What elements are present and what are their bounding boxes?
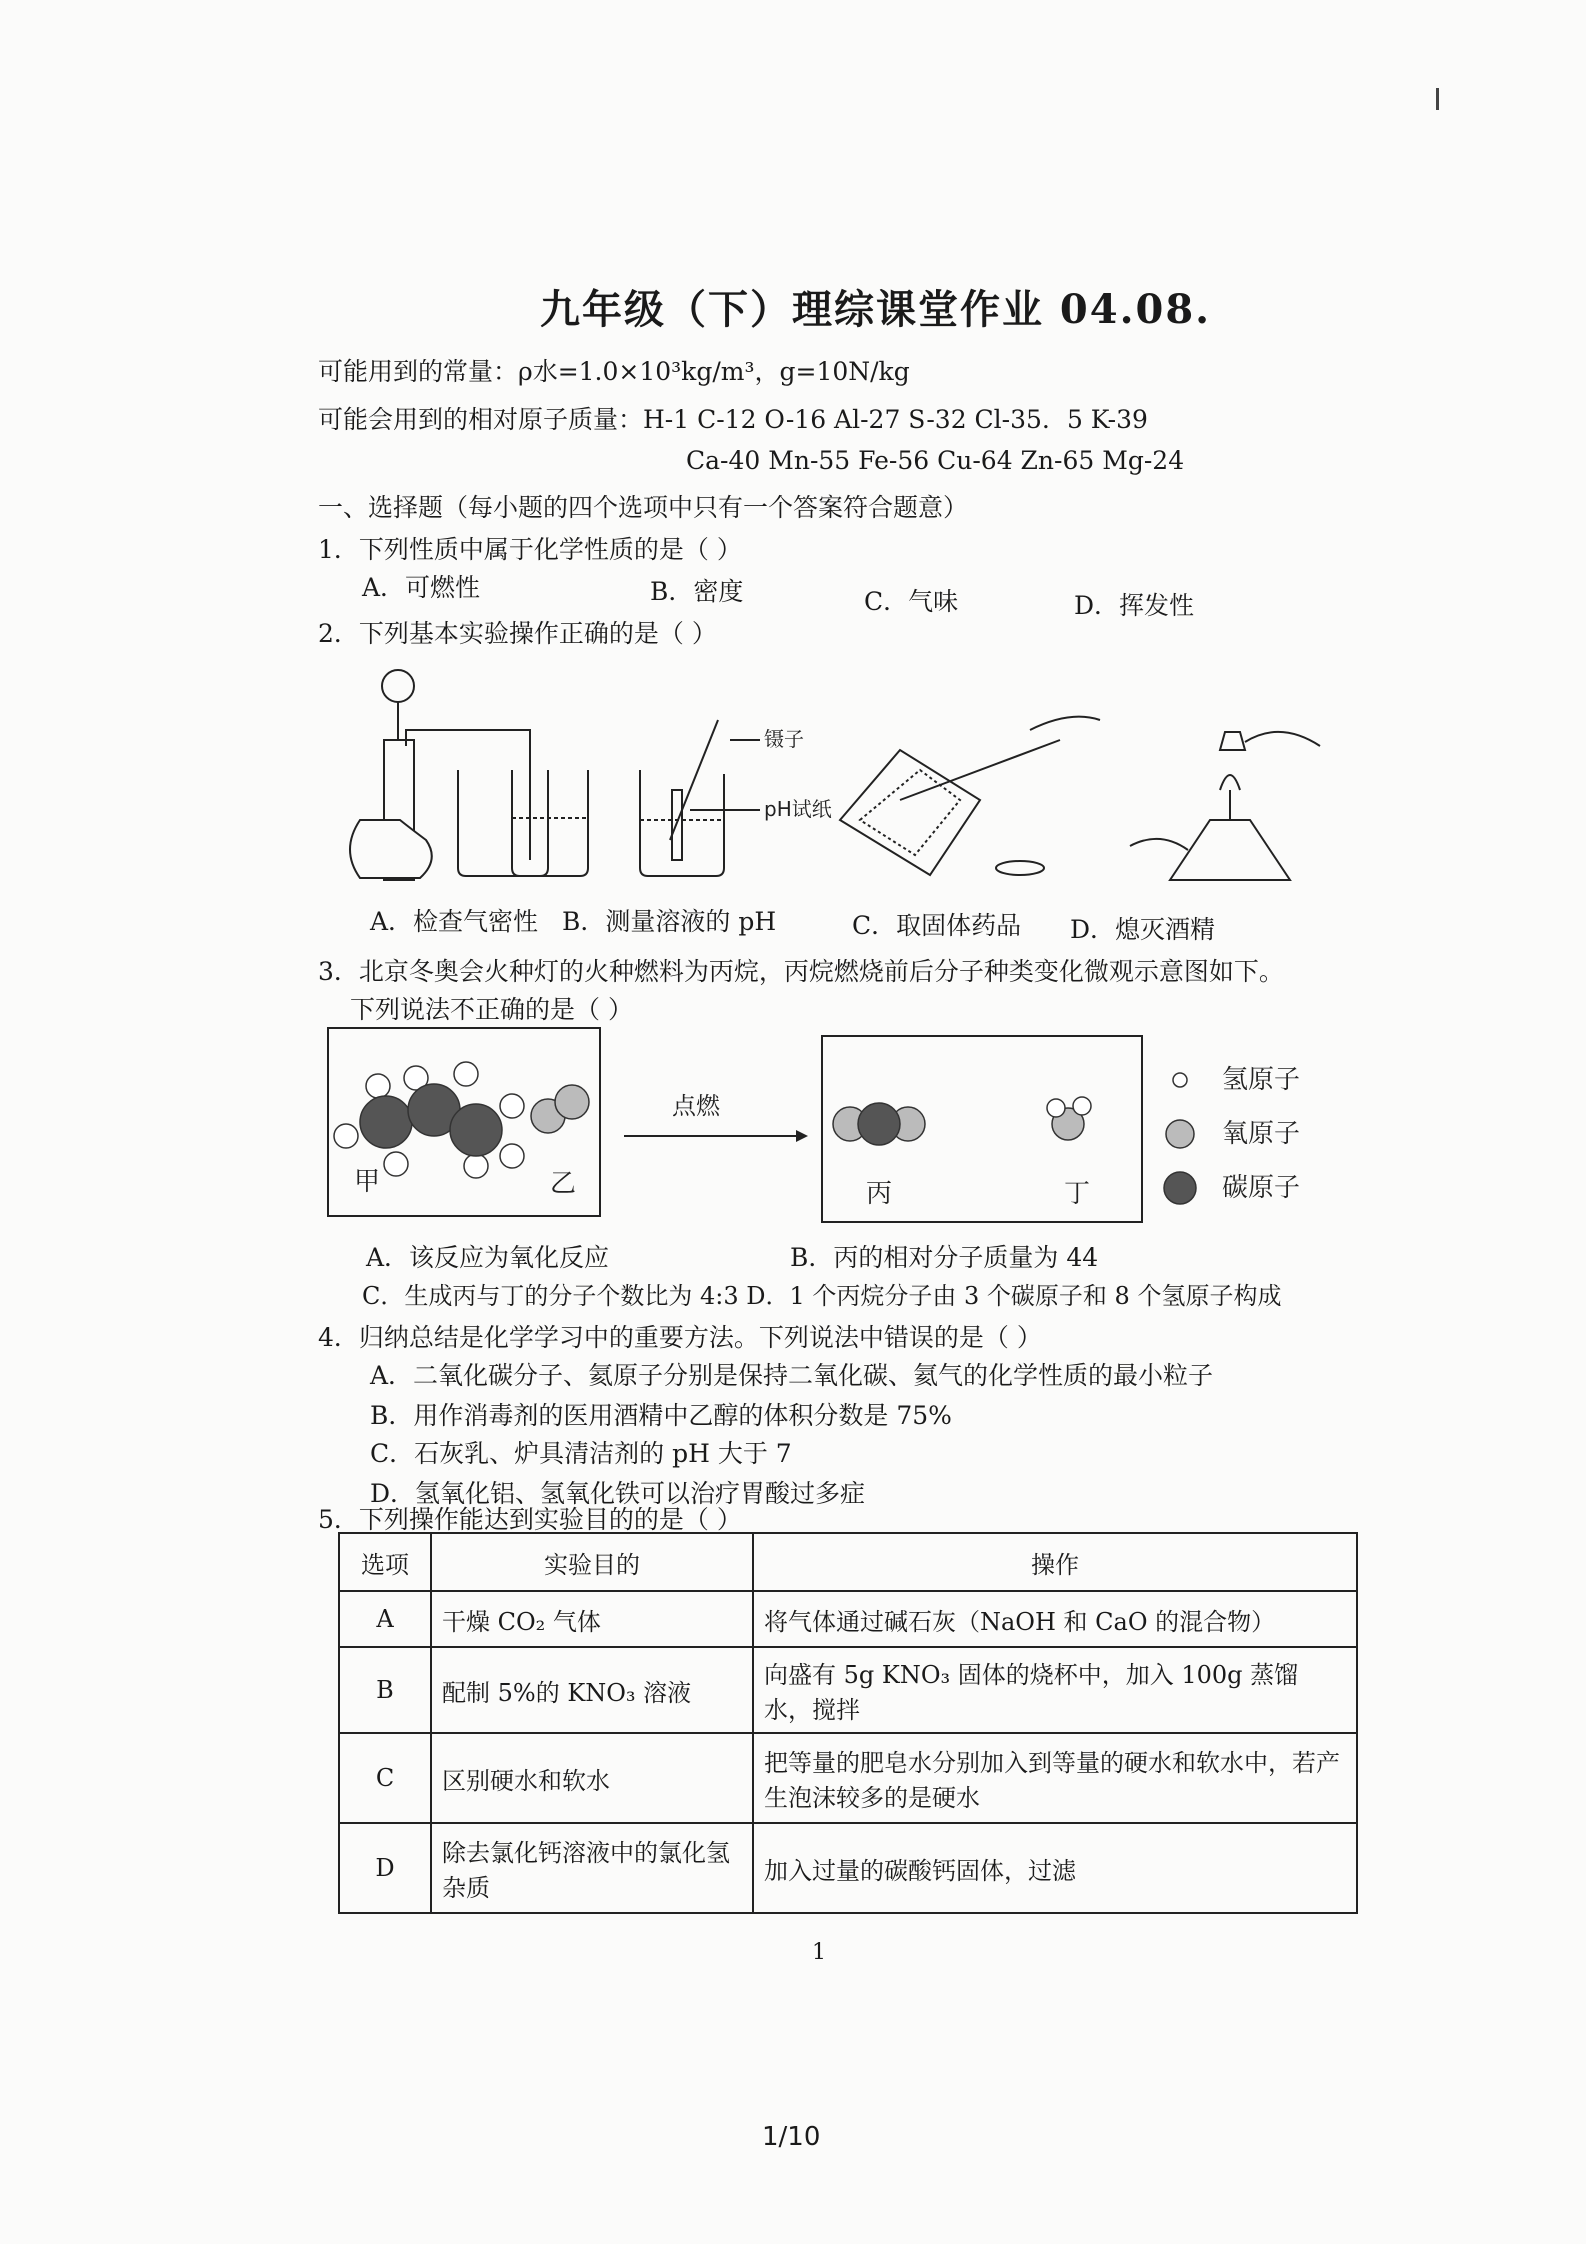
header-goal: 实验目的 [431,1533,753,1591]
q3-molecule-diagram [326,1026,1356,1246]
q2-option-b: B．测量溶液的 pH [562,907,777,936]
row-goal: 干燥 CO₂ 气体 [431,1591,753,1647]
header-option: 选项 [339,1533,431,1591]
q5-table [338,1532,1358,1914]
q2-option-a: A．检查气密性 [370,907,539,936]
apparatus-c-solid [840,717,1100,875]
apparatus-d-lamp [1130,732,1320,880]
label-ding: 丁 [1064,1179,1091,1209]
constants-line: 可能用到的常量：ρ水=1.0×10³kg/m³，g=10N/kg [318,357,910,386]
label-jia: 甲 [354,1167,381,1197]
legend-hydrogen-swatch [1173,1073,1187,1087]
q4-option-d: D．氢氧化铝、氢氧化铁可以治疗胃酸过多症 [370,1479,866,1508]
q1-option-a: A．可燃性 [362,573,481,602]
question-3-stem-2: 下列说法不正确的是（ ） [350,995,633,1024]
header-operation: 操作 [753,1533,1357,1591]
row-operation: 将气体通过碱石灰（NaOH 和 CaO 的混合物） [753,1591,1357,1647]
apparatus-a-airtightness [350,670,588,880]
question-2-stem: 2．下列基本实验操作正确的是（ ） [318,619,717,648]
row-goal: 配制 5%的 KNO₃ 溶液 [431,1647,753,1733]
label-yi: 乙 [550,1169,577,1199]
legend-carbon: 碳原子 [1222,1173,1301,1203]
row-option: B [339,1647,431,1733]
question-5-stem: 5．下列操作能达到实验目的的是（ ） [318,1505,742,1534]
atomic-masses-line-1: 可能会用到的相对原子质量：H-1 C-12 O-16 Al-27 S-32 Cl-35．5 K-39 [318,405,1148,434]
q2-option-d: D．熄灭酒精 [1070,915,1216,944]
q1-option-b: B．密度 [650,577,744,606]
legend-carbon-swatch [1164,1172,1196,1204]
q4-option-c: C．石灰乳、炉具清洁剂的 pH 大于 7 [370,1439,792,1468]
section-heading: 一、选择题（每小题的四个选项中只有一个答案符合题意） [318,493,969,522]
printed-page-number: 1 [812,1940,826,1965]
legend [1164,1073,1196,1204]
label-tweezers: 镊子 [764,727,804,751]
row-option: D [339,1823,431,1913]
molecule-water [1047,1097,1091,1140]
atomic-masses-line-2: Ca-40 Mn-55 Fe-56 Cu-64 Zn-65 Mg-24 [686,446,1185,475]
table-row [339,1823,1357,1913]
row-operation: 向盛有 5g KNO₃ 固体的烧杯中，加入 100g 蒸馏水，搅拌 [753,1647,1357,1733]
page-indicator: 1/10 [762,2122,821,2152]
molecule-oxygen [531,1085,589,1133]
question-1-stem: 1．下列性质中属于化学性质的是（ ） [318,535,742,564]
legend-oxygen: 氧原子 [1222,1119,1301,1149]
arrow-label: 点燃 [672,1092,720,1120]
row-option: A [339,1591,431,1647]
q3-option-a: A．该反应为氧化反应 [366,1243,610,1272]
q2-option-c: C．取固体药品 [852,911,1022,940]
row-goal: 区别硬水和软水 [431,1733,753,1823]
scan-edge-mark [1436,88,1439,110]
label-ph-paper: pH试纸 [764,797,832,821]
table-header-row [339,1533,1357,1591]
page-title: 九年级（下）理综课堂作业 04.08. [540,286,1212,333]
row-operation: 加入过量的碳酸钙固体，过滤 [753,1823,1357,1913]
molecule-propane [334,1062,524,1178]
q1-option-c: C．气味 [864,587,959,616]
reaction-arrow-head [796,1130,808,1142]
legend-hydrogen: 氢原子 [1222,1065,1301,1095]
q1-option-d: D．挥发性 [1074,591,1195,620]
table-row [339,1591,1357,1647]
label-bing: 丙 [866,1179,893,1209]
table-row [339,1733,1357,1823]
legend-oxygen-swatch [1166,1120,1194,1148]
row-option: C [339,1733,431,1823]
apparatus-b-ph [458,720,760,876]
row-goal: 除去氯化钙溶液中的氯化氢杂质 [431,1823,753,1913]
question-4-stem: 4．归纳总结是化学学习中的重要方法。下列说法中错误的是（ ） [318,1323,1042,1352]
q3-option-b: B．丙的相对分子质量为 44 [790,1243,1099,1272]
q3-option-cd: C．生成丙与丁的分子个数比为 4:3 D．1 个丙烷分子由 3 个碳原子和 8 个氢原子构成 [362,1282,1282,1310]
question-3-stem-1: 3．北京冬奥会火种灯的火种燃料为丙烷，丙烷燃烧前后分子种类变化微观示意图如下。 [318,957,1284,986]
q4-option-a: A．二氧化碳分子、氦原子分别是保持二氧化碳、氦气的化学性质的最小粒子 [370,1361,1214,1390]
q4-option-b: B．用作消毒剂的医用酒精中乙醇的体积分数是 75% [370,1401,952,1430]
row-operation: 把等量的肥皂水分别加入到等量的硬水和软水中，若产生泡沫较多的是硬水 [753,1733,1357,1823]
molecule-co2 [833,1103,925,1145]
q2-apparatus-figure [340,650,1340,890]
table-row [339,1647,1357,1733]
